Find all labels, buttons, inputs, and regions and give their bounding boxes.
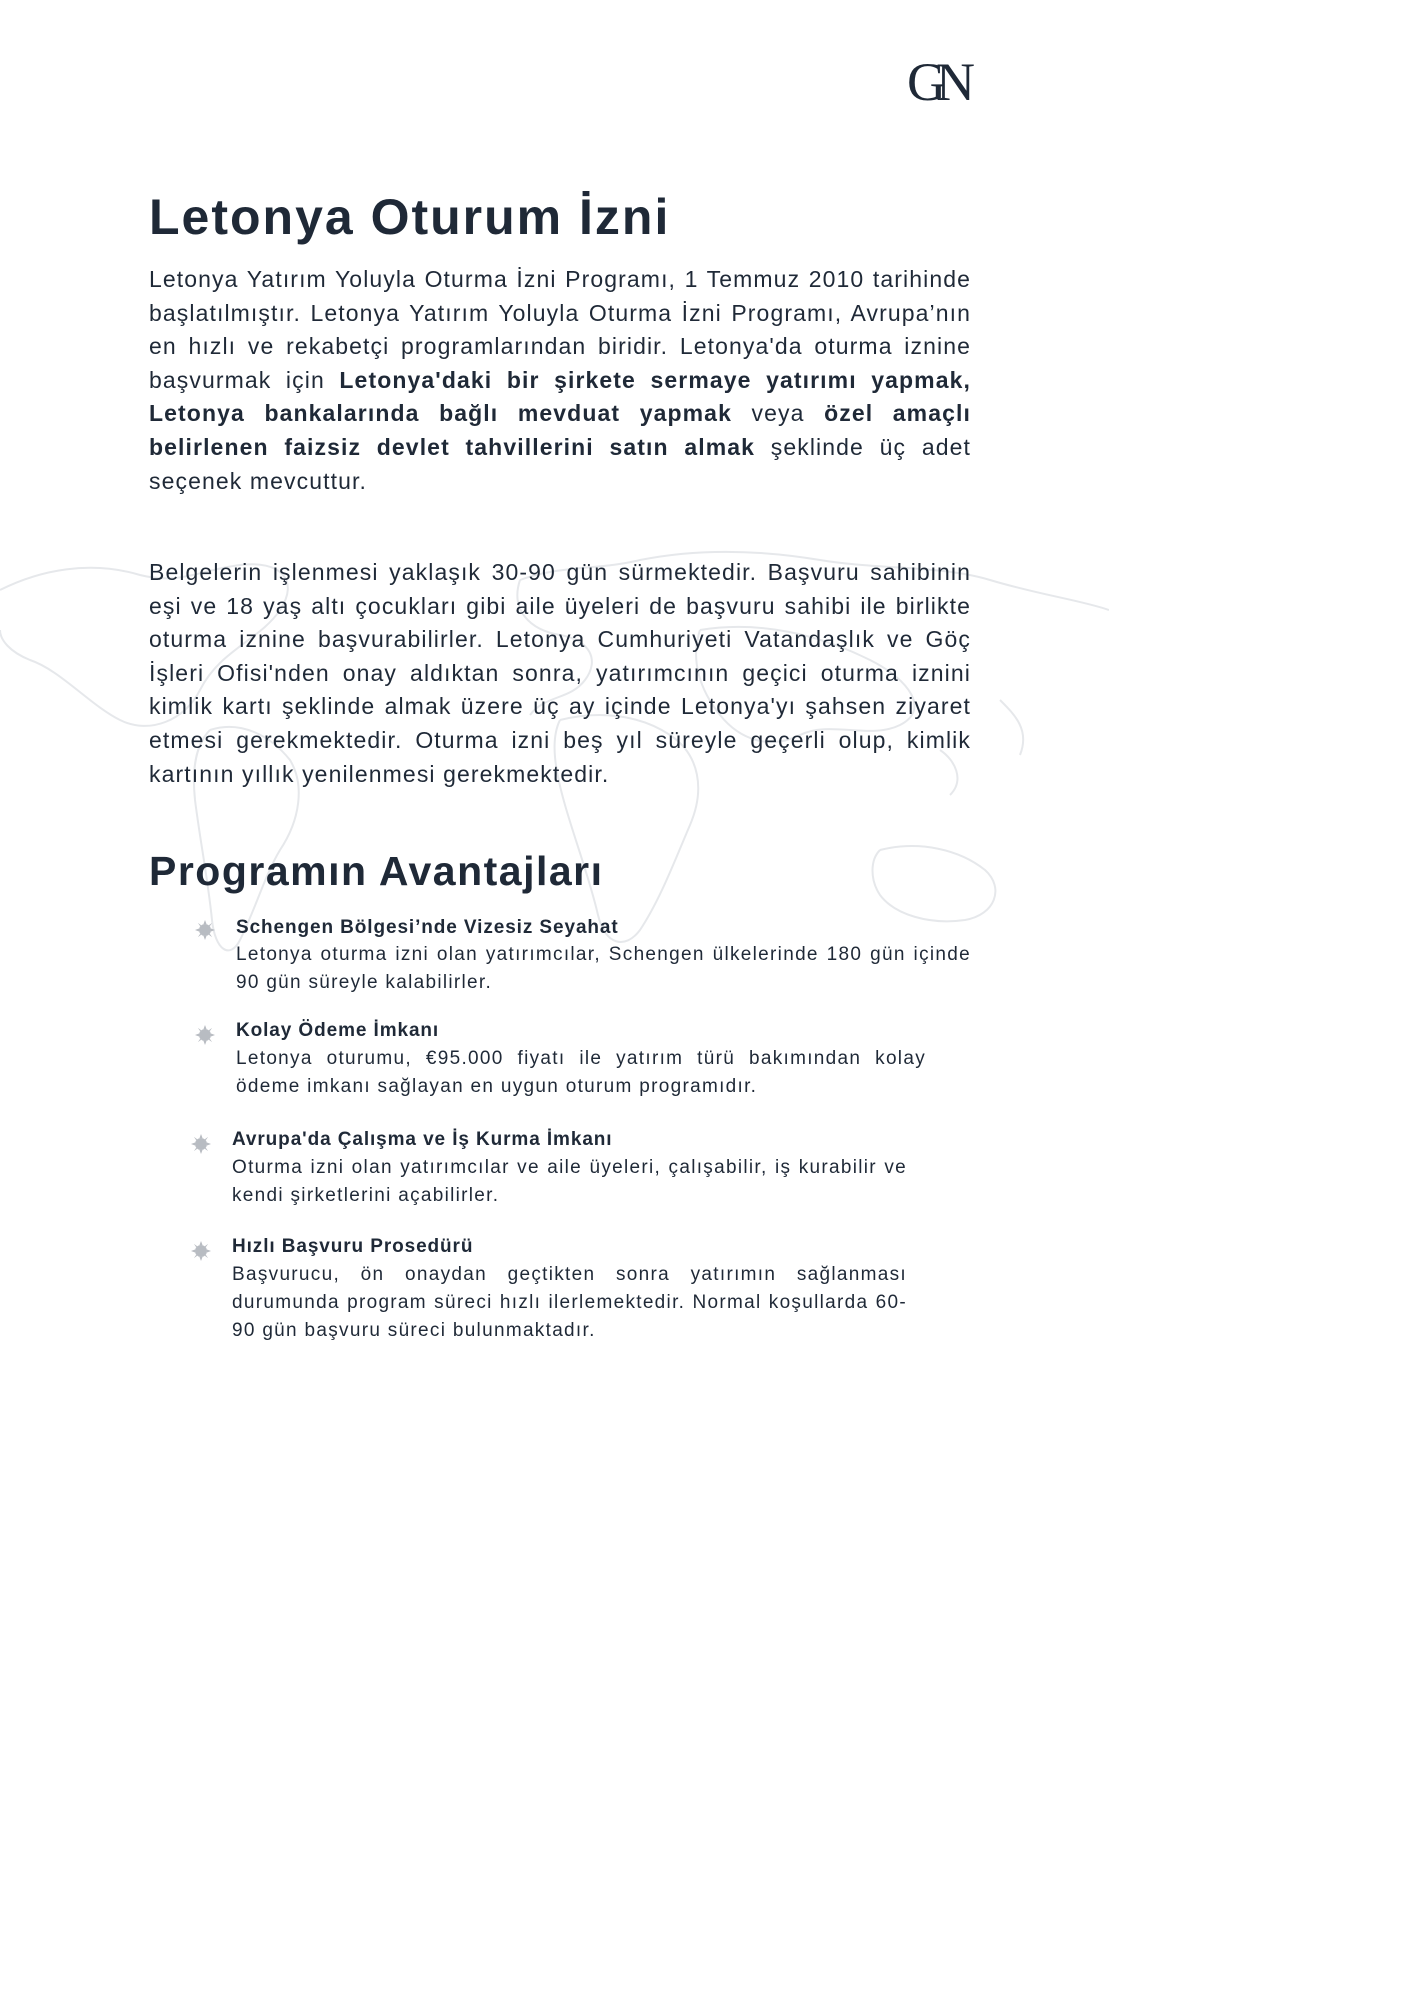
intro-bold-segment: özel amaçlı belirlenen faizsiz devlet tahvillerini satın almak — [149, 400, 971, 460]
intro-paragraph-1 — [149, 263, 971, 498]
sun-bullet-icon — [194, 1024, 216, 1046]
advantage-title: Avrupa'da Çalışma ve İş Kurma İmkanı — [232, 1129, 613, 1150]
intro-text-segment: Letonya Yatırım Yoluyla Oturma İzni Programı, 1 Temmuz 2010 tarihinde başlatılmıştır. Letonya Yatırım Yoluyla Oturma İzni Programı, Avrupa’nın en hızlı ve rekabetçi programlarından biridir. Letonya'da oturma iznine başvurmak için — [149, 266, 971, 393]
advantage-text: Letonya oturma izni olan yatırımcılar, Schengen ülkelerinde 180 gün içinde 90 gün süreyle kalabilirler. — [236, 944, 971, 993]
advantage-title: Schengen Bölgesi’nde Vizesiz Seyahat — [236, 917, 619, 938]
advantage-title: Kolay Ödeme İmkanı — [236, 1020, 440, 1041]
intro-paragraph-2: Belgelerin işlenmesi yaklaşık 30-90 gün sürmektedir. Başvuru sahibinin eşi ve 18 yaş altı çocukları gibi aile üyeleri de başvuru sahibi ile birlikte oturma iznine başvurabilirler. Letonya Cumhuriyeti Vatandaşlık ve Göç İşleri Ofisi'nden onay aldıktan sonra, yatırımcının geçici oturma iznini kimlik kartı şeklinde almak üzere üç ay içinde Letonya'yı şahsen ziyaret etmesi gerekmektedir. Oturma izni beş yıl süreyle geçerli olup, kimlik kartının yıllık yenilenmesi gerekmektedir. — [149, 559, 971, 787]
advantage-title: Hızlı Başvuru Prosedürü — [232, 1236, 474, 1257]
advantages-heading: Programın Avantajları — [149, 848, 604, 894]
sun-bullet-icon — [190, 1240, 212, 1262]
advantage-text: Letonya oturumu, €95.000 fiyatı ile yatırım türü bakımından kolay ödeme imkanı sağlayan en uygun oturum programıdır. — [236, 1048, 926, 1097]
intro-bold-segment: Letonya'daki bir şirkete sermaye yatırımı yapmak, Letonya bankalarında bağlı mevduat yapmak — [149, 366, 972, 427]
intro-text-segment: şeklinde üç adet seçenek mevcuttur. — [149, 433, 971, 494]
page-title: Letonya Oturum İzni — [149, 189, 671, 245]
sun-bullet-icon — [190, 1133, 212, 1155]
advantage-text: Oturma izni olan yatırımcılar ve aile üyeleri, çalışabilir, iş kurabilir ve kendi şirketlerini açabilirler. — [232, 1157, 907, 1206]
gn-monogram-logo — [905, 52, 995, 108]
advantage-text: Başvurucu, ön onaydan geçtikten sonra yatırımın sağlanması durumunda program süreci hızlı ilerlemektedir. Normal koşullarda 60-90 gün başvuru süreci bulunmaktadır. — [232, 1264, 907, 1341]
logo-text: GN — [907, 52, 965, 108]
sun-bullet-icon — [194, 919, 216, 941]
intro-text-segment: veya — [731, 400, 825, 427]
